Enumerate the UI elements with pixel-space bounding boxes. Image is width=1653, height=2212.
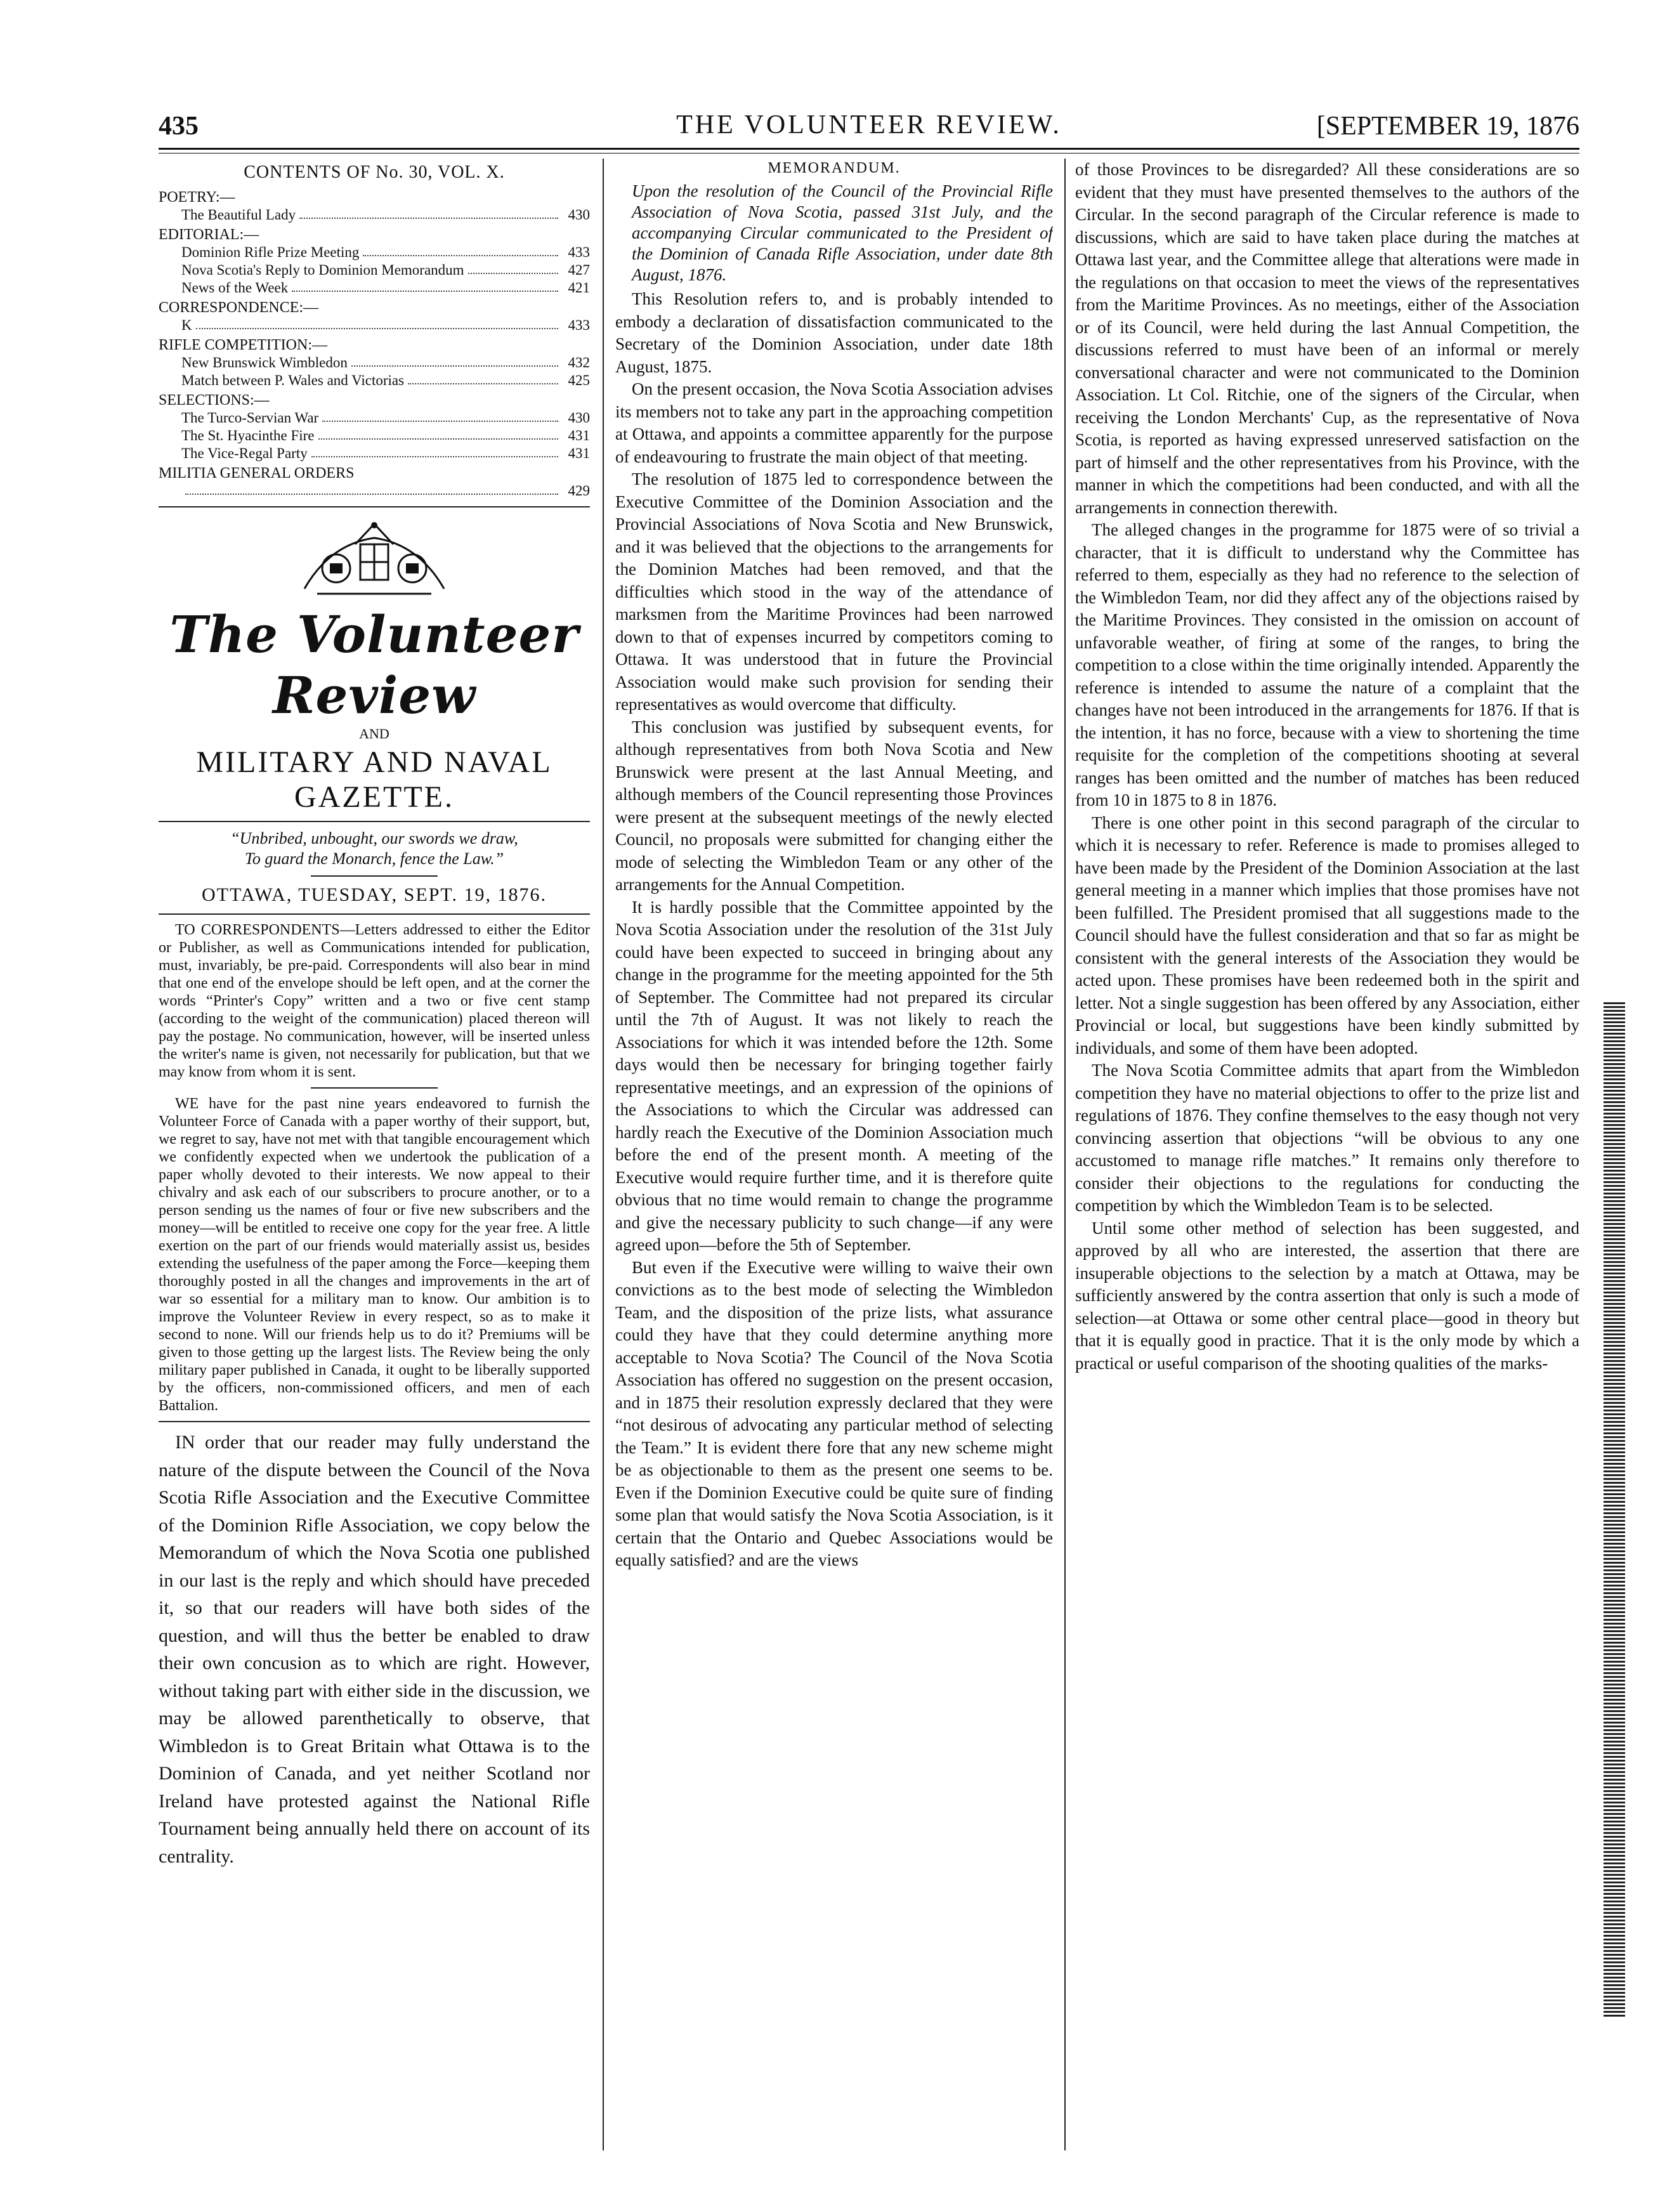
running-title: THE VOLUNTEER REVIEW. <box>676 110 1062 140</box>
lead-paragraph: IN order that our reader may fully understand the nature of the dispute between the Council of the Nova Scotia Rifle Association and the Executive Committee of the Dominion Rifle Association, we copy below the Memorandum of which the Nova Scotia one published in our last is the reply and which should have preceded it, so that our readers will have both sides of the question, and will thus the better be enabled to draw their own concusion as to which are right. However, without taking part with either side in the discussion, we may be allowed parenthetically to observe, that Wimbledon is to Great Britain what Ottawa is to the Dominion of Canada, and yet neither Scotland nor Ireland have protested against the National Rifle Tournament being annually held there on account of its centrality. <box>159 1432 590 1867</box>
contents-entry-title: The Vice-Regal Party <box>181 445 308 461</box>
contents-leader-dots <box>363 244 558 256</box>
contents-entry-page: 433 <box>568 317 590 333</box>
paragraph: This Resolution refers to, and is probably intended to embody a declaration of dissatisfaction communicated to the Secretary of the Dominion Association, under date 18th August, 1875. <box>615 289 1053 376</box>
paragraph: There is one other point in this second paragraph of the circular to which it is necessary to refer. Reference is made to promises alleged to have been made by the President of the Dominion Association at the last general meeting in a manner which implies that those promises have not been fulfilled. The President promised that all suggestions made to the Council should have the fullest consideration and that so far as might be consistent with the general interests of the Association they would be acted upon. These promises have been redeemed both in the spirit and letter. Not a single suggestion has been offered by any Association, either Provincial or local, but suggestions have been kindly submitted by individuals, and some of them have been adopted. <box>1075 813 1579 1057</box>
header-date: [SEPTEMBER 19, 1876 <box>1316 112 1579 141</box>
contents-entry-page: 431 <box>568 445 590 461</box>
contents-entry <box>159 261 590 279</box>
masthead-title: The Volunteer Review <box>169 605 579 725</box>
contents-entry-page: 430 <box>568 207 590 223</box>
scan-edge-mark <box>1604 1002 1625 2017</box>
contents-leader-dots <box>292 279 558 292</box>
contents-entry-page: 427 <box>568 262 590 278</box>
header-rule-thin <box>159 153 1579 154</box>
masthead-motto <box>159 828 590 869</box>
contents-entry <box>159 445 590 462</box>
paragraph: On the present occasion, the Nova Scotia Association advises its members not to take any part in the approaching competition at Ottawa, and appoints a committee apparently for the purpose of endeavouring to frustrate the main object of that meeting. <box>615 379 1053 466</box>
motto-line-1: “Unbribed, unbought, our swords we draw, <box>230 829 518 847</box>
contents-entry <box>159 354 590 372</box>
masthead-subtitle: MILITARY AND NAVAL GAZETTE. <box>196 745 552 814</box>
contents-leader-dots <box>468 261 558 274</box>
contents-leader-dots <box>351 354 558 367</box>
divider <box>159 506 590 507</box>
divider <box>311 1087 438 1089</box>
contents-heading: CONTENTS OF No. 30, VOL. X. <box>244 162 505 182</box>
contents-leader-dots <box>185 482 558 495</box>
paragraph: Until some other method of selection has been suggested, and approved by all who are interested, the assertion that there are insuperable objections to the selection by a match at Ottawa, may be sufficiently answered by the contra assertion that only is such a mode of selection—at Ottawa or some other central place—good in theory but that it is equally good in practice. That it is the only mode by which a practical or useful comparison of the shooting qualities of the marks- <box>1075 1218 1579 1373</box>
paragraph: of those Provinces to be disregarded? All these considerations are so evident that they must have presented themselves to the authors of the Circular. In the second paragraph of the Circular reference is made to discussions, which are said to have taken place during the matches at Ottawa last year, and the Committee allege that alterations were made in the regulations on that occasion to meet the views of the representatives from the Maritime Provinces. As no meetings, either of the Association or of its Council, were held during the last Annual Competition, the discussions referred to must have been of an informal or merely conversational character and were not communicated to the Dominion Association. Lt Col. Ritchie, one of the signers of the Circular, when receiving the London Merchants' Cup, as the representative of Nova Scotia, is reported as having expressed unreserved satisfaction on the part of himself and the other representatives from his Province, with the manner in which the competitions had been conducted, and with all the arrangements in connection therewith. <box>1075 160 1579 517</box>
memorandum-heading: MEMORANDUM. <box>768 160 901 176</box>
contents-leader-dots <box>299 206 558 219</box>
contents-entry-title: The Beautiful Lady <box>181 207 296 223</box>
contents-entry <box>159 409 590 427</box>
editorial-lead <box>159 1429 590 1870</box>
paragraph: It is hardly possible that the Committee appointed by the Nova Scotia Association under the resolution of the 31st July could have been expected to succeed in bringing about any change in the programme for the meeting appointed for the 5th of September. The Committee had not prepared its circular until the 7th of August. It was not likely to reach the Associations for which it was intended before the 12th. Some days would then be necessary for bringing together fairly representative meetings, and an expression of the opinions of the Associations to which the Circular was addressed can hardly reach the Executive of the Dominion Association much before the end of the present month. A meeting of the Executive would require further time, and it is therefore quite obvious that no time would remain to change the programme and give the necessary publicity to such change—if any were agreed upon—before the 5th of September. <box>615 897 1053 1254</box>
column-divider-2 <box>1064 159 1066 2150</box>
header-rule <box>159 148 1579 150</box>
notice-to-correspondents <box>159 921 590 1081</box>
contents-entry-title: K <box>181 317 192 333</box>
newspaper-page <box>159 105 1579 2147</box>
memorandum-body <box>615 288 1053 1572</box>
contents-entry-title: Nova Scotia's Reply to Dominion Memorandum <box>181 262 464 278</box>
appeal-paragraph: WE have for the past nine years endeavored to furnish the Volunteer Force of Canada with a paper worthy of their support, but, we regret to say, have not met with that tangible encouragement which we confidently expected when we undertook the publication of a paper wholly devoted to their interests. We now appeal to their chivalry and ask each of our subscribers to procure another, or to a person sending us the names of four or five new subscribers and the money—will be entitled to receive one copy for the year free. A little exertion on the part of our friends would materially assist us, besides extending the usefulness of the paper among the Force—keeping them thoroughly posted in all the changes and improvements in the art of war so essential for a military man to know. Our ambition is to improve the Volunteer Review in every respect, so as to make it second to none. Will our friends help us to do it? Premiums will be given to those getting up the largest lists. The Review being the only military paper published in Canada, it ought to be liberally supported by the officers, non-commissioned officers, and men of each Battalion. <box>159 1096 590 1414</box>
contents-entry-title: Dominion Rifle Prize Meeting <box>181 244 360 260</box>
correspondents-paragraph: TO CORRESPONDENTS—Letters addressed to either the Editor or Publisher, as well as Communications intended for publication, must, invariably, be pre-paid. Correspondents will also bear in mind that one end of the envelope should be left open, and at the corner the words “Printer's Copy” written and a two or five cent stamp (according to the weight of the communication) placed thereon will pay the postage. No communication, however, will be inserted unless the writer's name is given, not necessarily for publication, but that we may know from whom it is sent. <box>159 922 590 1080</box>
memorandum-intro: Upon the resolution of the Council of the Provincial Rifle Association of Nova Scotia, passed 31st July, and the accompanying Circular communicated to the President of the Dominion of Canada Rifle Association, under date 8th August, 1876. <box>632 181 1053 284</box>
contents-entry-page: 432 <box>568 355 590 370</box>
dateline: OTTAWA, TUESDAY, SEPT. 19, 1876. <box>202 884 547 905</box>
table-of-contents <box>159 189 590 500</box>
contents-entry-page: 421 <box>568 280 590 296</box>
contents-entry <box>159 317 590 334</box>
paragraph: But even if the Executive were willing to waive their own convictions as to the best mode of selecting the Wimbledon Team, and the disposition of the prize lists, what assurance could they have that they could determine anything more acceptable to Nova Scotia? The Council of the Nova Scotia Association has offered no suggestion on the present occasion, and in 1875 their resolution expressly declared that they were “not desirous of advocating any particular method of selecting the Team.” It is evident there fore that any new scheme might be as objectionable to them as the present one seems to be. Even if the Dominion Executive could be quite sure of finding some plan that would satisfy the Nova Scotia Association, is it certain that the Ontario and Quebec Associations would be equally satisfied? and are the views <box>615 1257 1053 1569</box>
contents-category: POETRY:— <box>159 189 235 206</box>
column-1 <box>159 159 590 1870</box>
paragraph: The resolution of 1875 led to correspondence between the Executive Committee of the Dominion Association and the Provincial Associations of Nova Scotia and New Brunswick, and it was believed that the objections to the arrangements for the Dominion Matches had been removed, and that the difficulties which stood in the way of the attendance of marksmen from the Maritime Provinces had been narrowed down to that of expenses incurred by competitors coming to Ottawa. It was understood that in future the Provincial Association would make such provision for sending their representatives as would overcome that difficulty. <box>615 469 1053 714</box>
contents-category: MILITIA GENERAL ORDERS <box>159 465 355 481</box>
contents-entry <box>159 482 590 500</box>
contents-category: EDITORIAL:— <box>159 226 259 243</box>
masthead-and: AND <box>359 726 389 742</box>
paragraph: The alleged changes in the programme for 1875 were of so trivial a character, that it is difficult to understand why the Committee has referred to them, especially as they had no reference to the selection of the Wimbledon Team, nor did they affect any of the objections raised by the Maritime Provinces. They consisted in the omission on account of unfavorable weather, of firing at some of the ranges, to bring the competition to a close within the time originally intended. Apparently the reference is intended to assume the nature of a complaint that the changes have not been introduced in the arrangements for 1876. If that is the intention, it has no force, because with a view to shortening the time requisite for the completion of the competitions shooting at several ranges has been omitted and the number of matches has been reduced from 10 in 1875 to 8 in 1876. <box>1075 520 1579 809</box>
page-header <box>159 105 1579 149</box>
contents-entry-page: 431 <box>568 428 590 443</box>
memorandum-continued <box>1075 159 1579 1375</box>
column-3 <box>1075 159 1579 1375</box>
contents-entry-page: 425 <box>568 372 590 388</box>
contents-leader-dots <box>408 372 558 384</box>
contents-entry-title: News of the Week <box>181 280 289 296</box>
contents-entry <box>159 279 590 297</box>
contents-leader-dots <box>196 317 558 329</box>
contents-entry-title: The Turco-Servian War <box>181 410 319 426</box>
column-divider-1 <box>603 159 604 2150</box>
divider <box>159 913 590 915</box>
contents-leader-dots <box>311 445 558 457</box>
contents-leader-dots <box>322 409 558 422</box>
divider <box>159 821 590 822</box>
contents-entry-page: 433 <box>568 244 590 260</box>
contents-entry <box>159 372 590 389</box>
contents-entry-title: New Brunswick Wimbledon <box>181 355 348 370</box>
contents-category: CORRESPONDENCE:— <box>159 299 319 316</box>
paragraph: This conclusion was justified by subsequent events, for although representatives from both Nova Scotia and New Brunswick were present at the last Annual Meeting, and although members of the Council representing those Provinces were present at the subsequent meetings of the newly elected Council, no proposals were submitted for changing either the mode of selecting the Wimbledon Team or any other of the arrangements for the Annual Competition. <box>615 717 1053 894</box>
contents-entry-page: 430 <box>568 410 590 426</box>
contents-entry <box>159 206 590 224</box>
contents-entry-title: The St. Hyacinthe Fire <box>181 428 315 443</box>
divider <box>311 875 438 877</box>
paragraph: The Nova Scotia Committee admits that apart from the Wimbledon competition they have no material objections to offer to the prize list and regulations of 1876. They confine themselves to the easy though not very convincing assertion that objections “will be obvious to any one accustomed to manage rifle matches.” It remains only therefore to consider their objections to the regulations for conducting the competition by which the Wimbledon Team is to be selected. <box>1075 1061 1579 1215</box>
contents-leader-dots <box>318 427 558 440</box>
contents-category: SELECTIONS:— <box>159 392 270 409</box>
contents-entry <box>159 427 590 445</box>
contents-entry <box>159 244 590 261</box>
subscriber-appeal <box>159 1095 590 1415</box>
page-number: 435 <box>159 112 199 141</box>
royal-arms-emblem <box>292 519 457 601</box>
contents-category: RIFLE COMPETITION:— <box>159 337 327 353</box>
column-2 <box>615 159 1053 1572</box>
divider <box>159 1421 590 1422</box>
motto-line-2: To guard the Monarch, fence the Law.” <box>244 849 504 868</box>
contents-entry-page: 429 <box>568 483 590 499</box>
contents-entry-title: Match between P. Wales and Victorias <box>181 372 405 388</box>
